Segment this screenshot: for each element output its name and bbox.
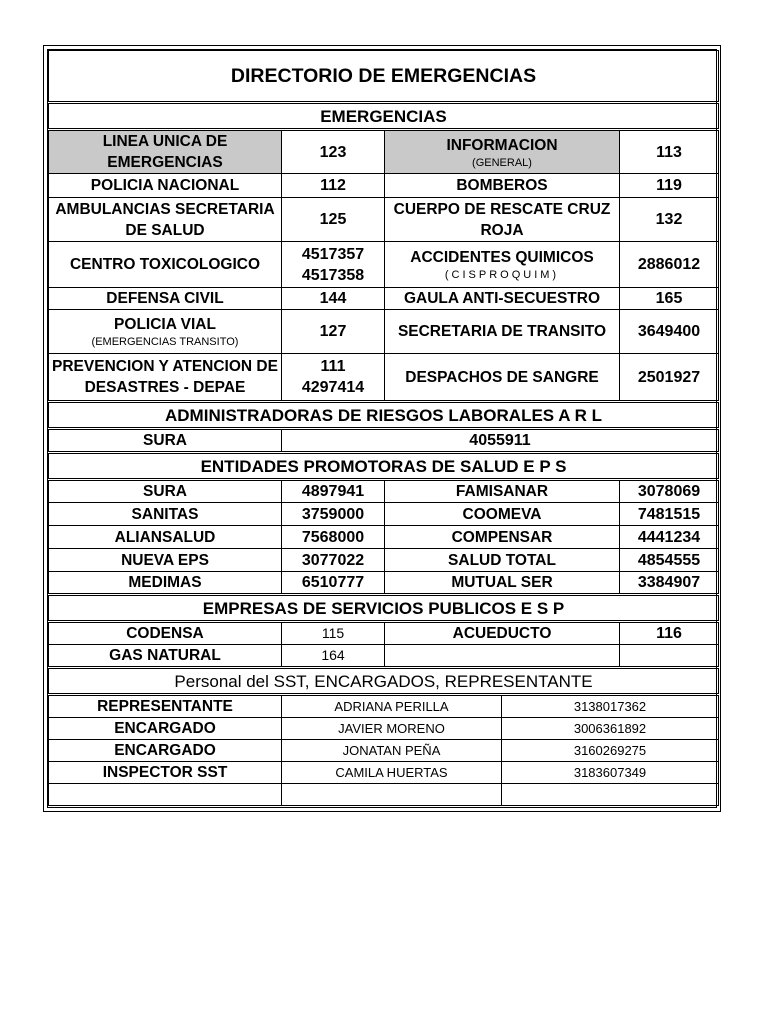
entity-label: SURA	[49, 429, 282, 453]
phone-number	[620, 645, 719, 667]
entity-label: COMPENSAR	[385, 526, 620, 549]
entity-label: GAULA ANTI-SECUESTRO	[385, 288, 620, 310]
phone-number: 3649400	[620, 310, 719, 354]
entity-label: ALIANSALUD	[49, 526, 282, 549]
person-role: ENCARGADO	[49, 718, 282, 740]
phone-number: 4854555	[620, 549, 719, 572]
section-eps-header: ENTIDADES PROMOTORAS DE SALUD E P S	[49, 453, 719, 480]
entity-label: SANITAS	[49, 503, 282, 526]
entity-label: CODENSA	[49, 622, 282, 645]
phone-number: 112	[282, 174, 385, 198]
table-row	[49, 310, 719, 354]
table-row	[49, 198, 719, 242]
entity-label: DEFENSA CIVIL	[49, 288, 282, 310]
section-emergencias-header: EMERGENCIAS	[49, 103, 719, 130]
phone-number: 116	[620, 622, 719, 645]
page-title: DIRECTORIO DE EMERGENCIAS	[49, 51, 719, 103]
phone-number: 113	[620, 130, 719, 174]
phone-number: 2501927	[620, 354, 719, 402]
phone-number: 6510777	[282, 572, 385, 595]
person-role: REPRESENTANTE	[49, 695, 282, 718]
entity-label-cell	[385, 242, 620, 288]
table-row	[49, 572, 719, 595]
person-role: INSPECTOR SST	[49, 762, 282, 784]
phone-number: 165	[620, 288, 719, 310]
table-row	[49, 130, 719, 174]
entity-sublabel: (GENERAL)	[472, 156, 532, 169]
table-row	[49, 549, 719, 572]
entity-label: AMBULANCIAS SECRETARIA DE SALUD	[49, 198, 282, 242]
entity-sublabel: (CISPROQUIM)	[444, 269, 560, 281]
phone-number: 4517358	[301, 266, 365, 284]
entity-label: INFORMACION	[446, 136, 558, 154]
phone-number: 115	[282, 622, 385, 645]
entity-label: SURA	[49, 480, 282, 503]
entity-label: FAMISANAR	[385, 480, 620, 503]
phone-number-cell	[282, 242, 385, 288]
phone-number: 3077022	[282, 549, 385, 572]
entity-label: CUERPO DE RESCATE CRUZ ROJA	[385, 198, 620, 242]
phone-number-cell	[282, 354, 385, 402]
phone-number: 123	[282, 130, 385, 174]
phone-number: 127	[282, 310, 385, 354]
person-name: JAVIER MORENO	[282, 718, 502, 740]
table-row	[49, 695, 719, 718]
person-phone: 3183607349	[502, 762, 719, 784]
directory-frame	[47, 49, 717, 808]
empty-cell	[49, 784, 282, 806]
phone-number: 4055911	[282, 429, 719, 453]
person-phone: 3006361892	[502, 718, 719, 740]
phone-number: 3078069	[620, 480, 719, 503]
section-esp-header: EMPRESAS DE SERVICIOS PUBLICOS E S P	[49, 595, 719, 622]
table-row-empty	[49, 784, 719, 806]
entity-label: LINEA UNICA DE EMERGENCIAS	[49, 130, 282, 174]
entity-label: BOMBEROS	[385, 174, 620, 198]
entity-label: POLICIA VIAL	[114, 316, 216, 333]
person-name: JONATAN PEÑA	[282, 740, 502, 762]
emergency-directory-sheet	[43, 45, 721, 812]
phone-number: 3384907	[620, 572, 719, 595]
entity-label: SALUD TOTAL	[385, 549, 620, 572]
entity-label: ACCIDENTES QUIMICOS	[410, 249, 594, 266]
entity-label: GAS NATURAL	[49, 645, 282, 667]
person-name: CAMILA HUERTAS	[282, 762, 502, 784]
entity-label: COOMEVA	[385, 503, 620, 526]
empty-cell	[502, 784, 719, 806]
phone-number: 111	[320, 358, 346, 375]
table-row	[49, 429, 719, 453]
phone-number: 4441234	[620, 526, 719, 549]
entity-label: CENTRO TOXICOLOGICO	[49, 242, 282, 288]
entity-label: MUTUAL SER	[385, 572, 620, 595]
phone-number: 132	[620, 198, 719, 242]
phone-number: 4517357	[301, 245, 365, 263]
entity-label-cell	[49, 310, 282, 354]
section-arl-header: ADMINISTRADORAS DE RIESGOS LABORALES A R L	[49, 402, 719, 429]
person-name: ADRIANA PERILLA	[282, 695, 502, 718]
table-row	[49, 622, 719, 645]
phone-number: 119	[620, 174, 719, 198]
entity-label: MEDIMAS	[49, 572, 282, 595]
phone-number: 7568000	[282, 526, 385, 549]
person-phone: 3160269275	[502, 740, 719, 762]
table-row	[49, 288, 719, 310]
phone-number: 4897941	[282, 480, 385, 503]
directory-table	[48, 50, 719, 667]
section-personal-header: Personal del SST, ENCARGADOS, REPRESENTANTE	[49, 668, 719, 695]
entity-label: PREVENCION Y ATENCION DE DESASTRES - DEPAE	[49, 354, 282, 402]
phone-number: 164	[282, 645, 385, 667]
table-row	[49, 174, 719, 198]
table-row	[49, 645, 719, 667]
person-role: ENCARGADO	[49, 740, 282, 762]
entity-label: NUEVA EPS	[49, 549, 282, 572]
person-phone: 3138017362	[502, 695, 719, 718]
entity-label-cell	[385, 130, 620, 174]
empty-cell	[282, 784, 502, 806]
entity-sublabel: (EMERGENCIAS TRANSITO)	[91, 336, 239, 348]
table-row	[49, 480, 719, 503]
phone-number: 3759000	[282, 503, 385, 526]
phone-number: 125	[282, 198, 385, 242]
table-row	[49, 503, 719, 526]
table-row	[49, 718, 719, 740]
phone-number: 144	[282, 288, 385, 310]
table-row	[49, 354, 719, 402]
personal-table	[48, 666, 719, 806]
entity-label: DESPACHOS DE SANGRE	[385, 354, 620, 402]
entity-label	[385, 645, 620, 667]
phone-number: 7481515	[620, 503, 719, 526]
entity-label: ACUEDUCTO	[385, 622, 620, 645]
entity-label: SECRETARIA DE TRANSITO	[385, 310, 620, 354]
phone-number: 2886012	[620, 242, 719, 288]
table-row	[49, 242, 719, 288]
table-row	[49, 526, 719, 549]
entity-label: POLICIA NACIONAL	[49, 174, 282, 198]
phone-number: 4297414	[301, 379, 365, 396]
table-row	[49, 762, 719, 784]
table-row	[49, 740, 719, 762]
